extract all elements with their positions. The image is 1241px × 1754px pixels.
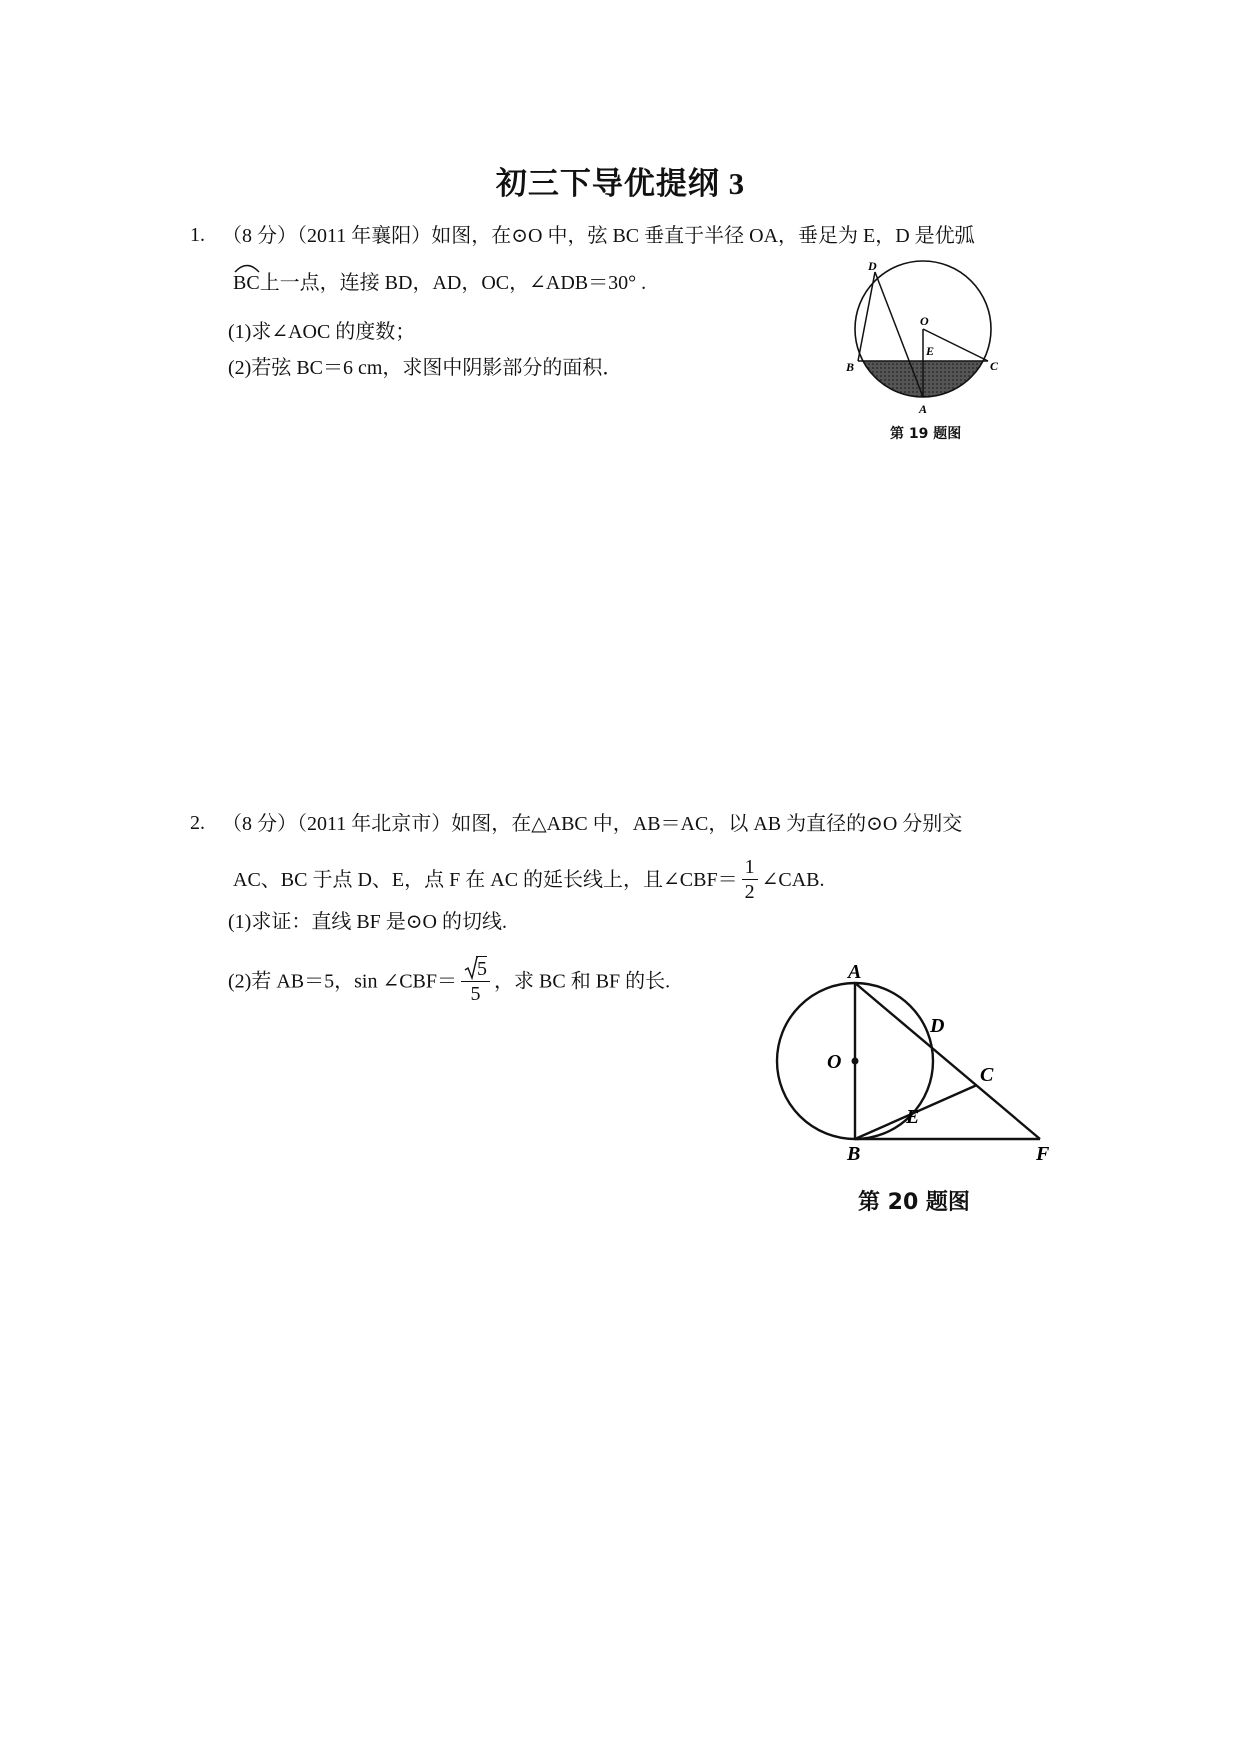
arc-label: BC — [233, 272, 260, 294]
segment-bd — [858, 272, 875, 361]
sqrt-sign-icon — [464, 956, 478, 980]
question-2-line-2-text: AC、BC 于点 D、E，点 F 在 AC 的延长线上，且∠CBF＝ — [233, 869, 738, 892]
fraction-denominator-5: 5 — [470, 983, 481, 1005]
arc-bc — [233, 271, 260, 295]
label-c: C — [990, 359, 999, 373]
question-2-sub-1: (1)求证：直线 BF 是⊙O 的切线. — [228, 911, 507, 933]
question-1-line-2-text: 上一点，连接 BD，AD，OC，∠ADB＝30° . — [259, 272, 647, 294]
question-2-number: 2. — [190, 812, 205, 834]
label-a: A — [919, 402, 928, 416]
figure-19-caption: 第 19 题图 — [890, 426, 962, 442]
figure-20-caption: 第 20 题图 — [858, 1190, 970, 1215]
sqrt-radicand: 5 — [477, 958, 488, 980]
line-af — [855, 983, 1040, 1139]
question-1-line-2 — [233, 271, 646, 295]
label-o: O — [920, 314, 929, 328]
label-f: F — [1036, 1143, 1050, 1165]
label-d: D — [868, 259, 877, 273]
question-2-line-1: （8 分）（2011 年北京市）如图，在△ABC 中，AB＝AC，以 AB 为直径的⊙O 分别交 — [222, 813, 963, 835]
center-o-dot — [852, 1058, 859, 1065]
question-2-line-2-end: ∠CAB. — [761, 869, 825, 892]
fraction-sqrt5-over-5 — [461, 956, 490, 1006]
question-1-sub-1: (1)求∠AOC 的度数； — [228, 321, 416, 343]
label-a: A — [848, 961, 862, 983]
question-2-sub-2-end: ，求 BC 和 BF 的长. — [494, 970, 671, 993]
label-d: D — [930, 1015, 945, 1037]
figure-19 — [840, 255, 1010, 450]
label-c: C — [980, 1064, 994, 1086]
figure-20 — [770, 960, 1070, 1215]
fraction-denominator: 2 — [744, 881, 755, 903]
question-1-sub-2: (2)若弦 BC＝6 cm，求图中阴影部分的面积． — [228, 357, 623, 379]
label-e: E — [926, 344, 935, 358]
question-1-line-1: （8 分）（2011 年襄阳）如图，在⊙O 中，弦 BC 垂直于半径 OA，垂足为 E，D 是优弧 — [222, 225, 975, 247]
label-e: E — [906, 1106, 920, 1128]
fraction-numerator: 1 — [742, 855, 758, 880]
label-b: B — [846, 360, 855, 374]
page-title: 初三下导优提纲 3 — [495, 166, 746, 201]
label-b: B — [847, 1143, 861, 1165]
arc-mark-icon — [233, 261, 261, 273]
sqrt-expression — [464, 956, 487, 981]
label-o: O — [827, 1051, 842, 1073]
fraction-one-half — [742, 855, 758, 904]
question-2-sub-2 — [228, 958, 670, 1008]
question-1-number: 1. — [190, 224, 205, 246]
question-2-line-2 — [233, 857, 824, 906]
question-2-sub-2-text: (2)若 AB＝5，sin ∠CBF＝ — [228, 970, 458, 993]
